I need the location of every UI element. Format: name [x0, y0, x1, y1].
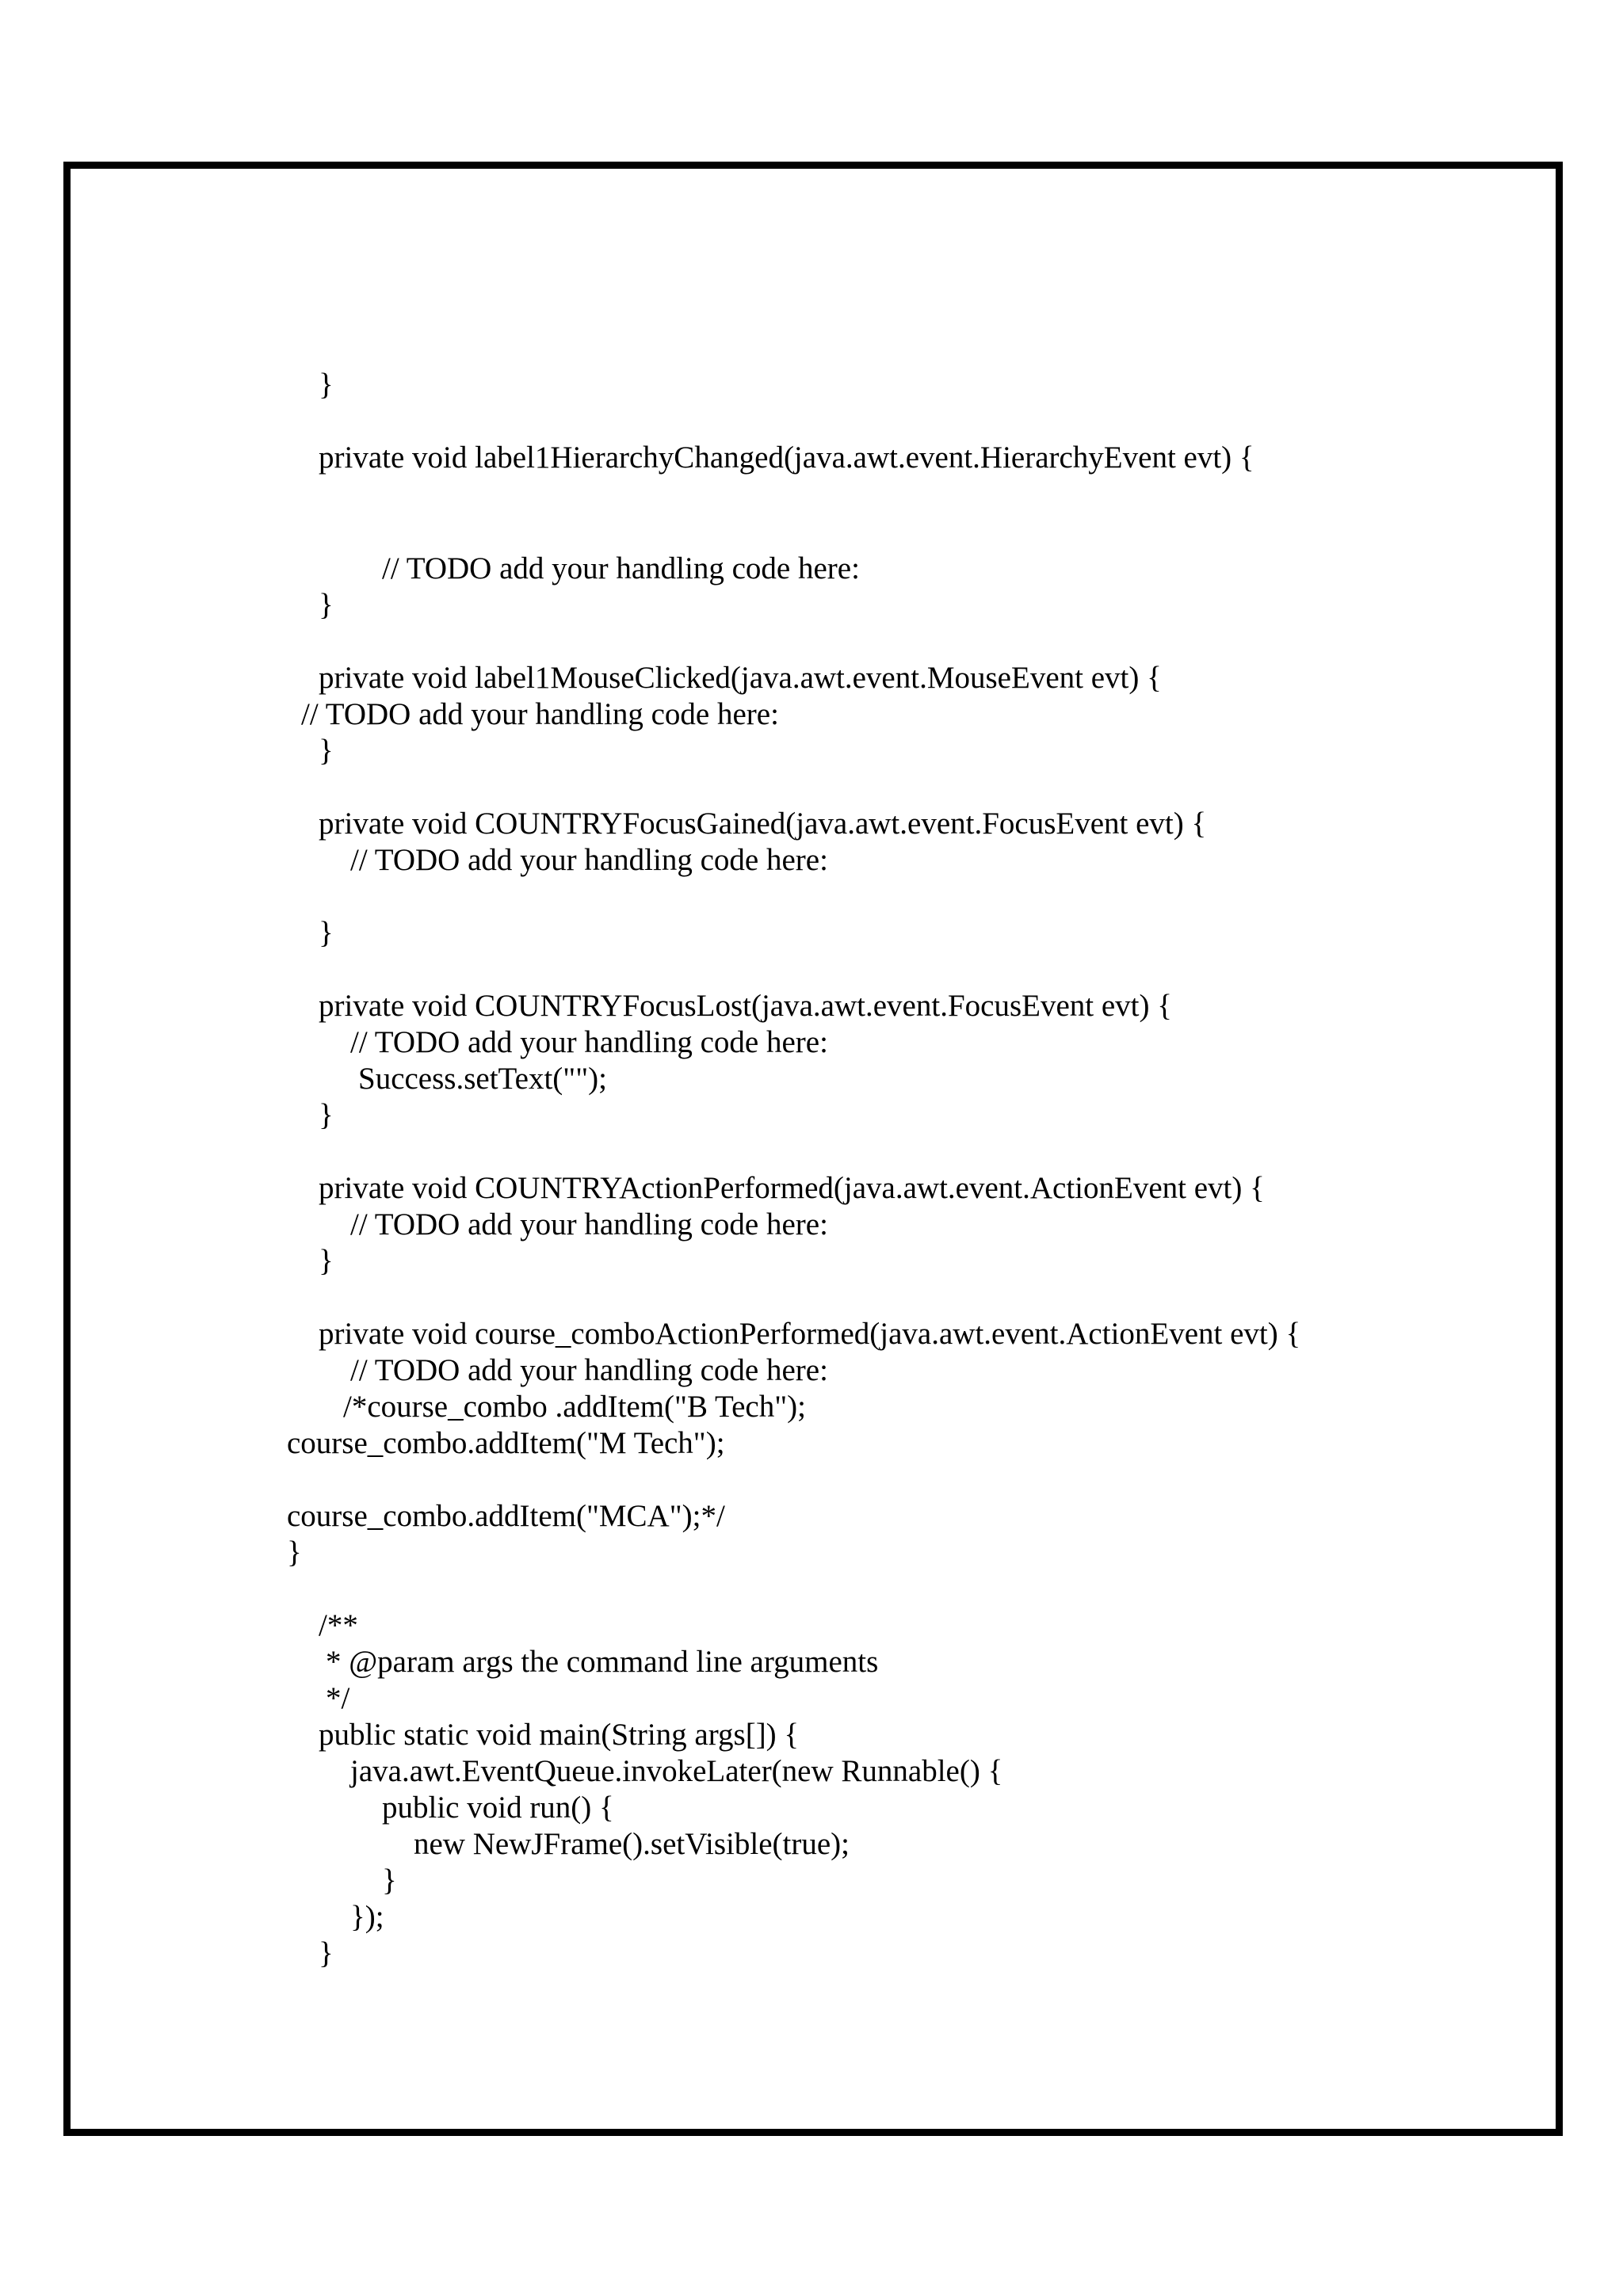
code-line: */	[326, 1681, 350, 1715]
code-line: course_combo.addItem("M Tech");	[287, 1426, 725, 1460]
code-line: }	[287, 1535, 302, 1569]
code-line: /*course_combo .addItem("B Tech");	[343, 1390, 806, 1424]
code-line: }	[319, 1098, 334, 1132]
code-line: java.awt.EventQueue.invokeLater(new Runnable() {	[350, 1754, 1003, 1788]
code-line: /**	[319, 1608, 358, 1642]
code-line: }	[319, 1936, 334, 1970]
code-line: });	[350, 1900, 384, 1934]
code-line: }	[319, 1244, 334, 1278]
code-line: new NewJFrame().setVisible(true);	[414, 1827, 850, 1861]
code-line: // TODO add your handling code here:	[350, 1207, 828, 1241]
code-line: // TODO add your handling code here:	[301, 697, 779, 731]
code-block	[71, 169, 1556, 2129]
code-line: // TODO add your handling code here:	[382, 551, 860, 585]
code-line: }	[319, 734, 334, 768]
code-line: private void label1HierarchyChanged(java.awt.event.HierarchyEvent evt) {	[319, 441, 1254, 475]
code-line: public void run() {	[382, 1791, 614, 1825]
code-line: private void course_comboActionPerformed(java.awt.event.ActionEvent evt) {	[319, 1317, 1301, 1351]
code-line: private void label1MouseClicked(java.awt.event.MouseEvent evt) {	[319, 661, 1162, 695]
code-line: // TODO add your handling code here:	[350, 843, 828, 877]
code-line: }	[319, 368, 334, 402]
code-line: }	[319, 588, 334, 622]
code-line: * @param args the command line arguments	[326, 1645, 879, 1679]
code-line: }	[382, 1863, 397, 1897]
code-line: }	[319, 916, 334, 950]
page-frame	[63, 162, 1563, 2136]
code-line: public static void main(String args[]) {	[319, 1718, 800, 1752]
code-line: // TODO add your handling code here:	[350, 1353, 828, 1387]
code-line: private void COUNTRYFocusGained(java.awt.event.FocusEvent evt) {	[319, 807, 1207, 841]
code-line: course_combo.addItem("MCA");*/	[287, 1499, 725, 1533]
code-line: private void COUNTRYFocusLost(java.awt.event.FocusEvent evt) {	[319, 989, 1172, 1023]
code-line: Success.setText("");	[358, 1062, 607, 1096]
code-line: private void COUNTRYActionPerformed(java.awt.event.ActionEvent evt) {	[319, 1171, 1265, 1205]
code-line: // TODO add your handling code here:	[350, 1025, 828, 1059]
